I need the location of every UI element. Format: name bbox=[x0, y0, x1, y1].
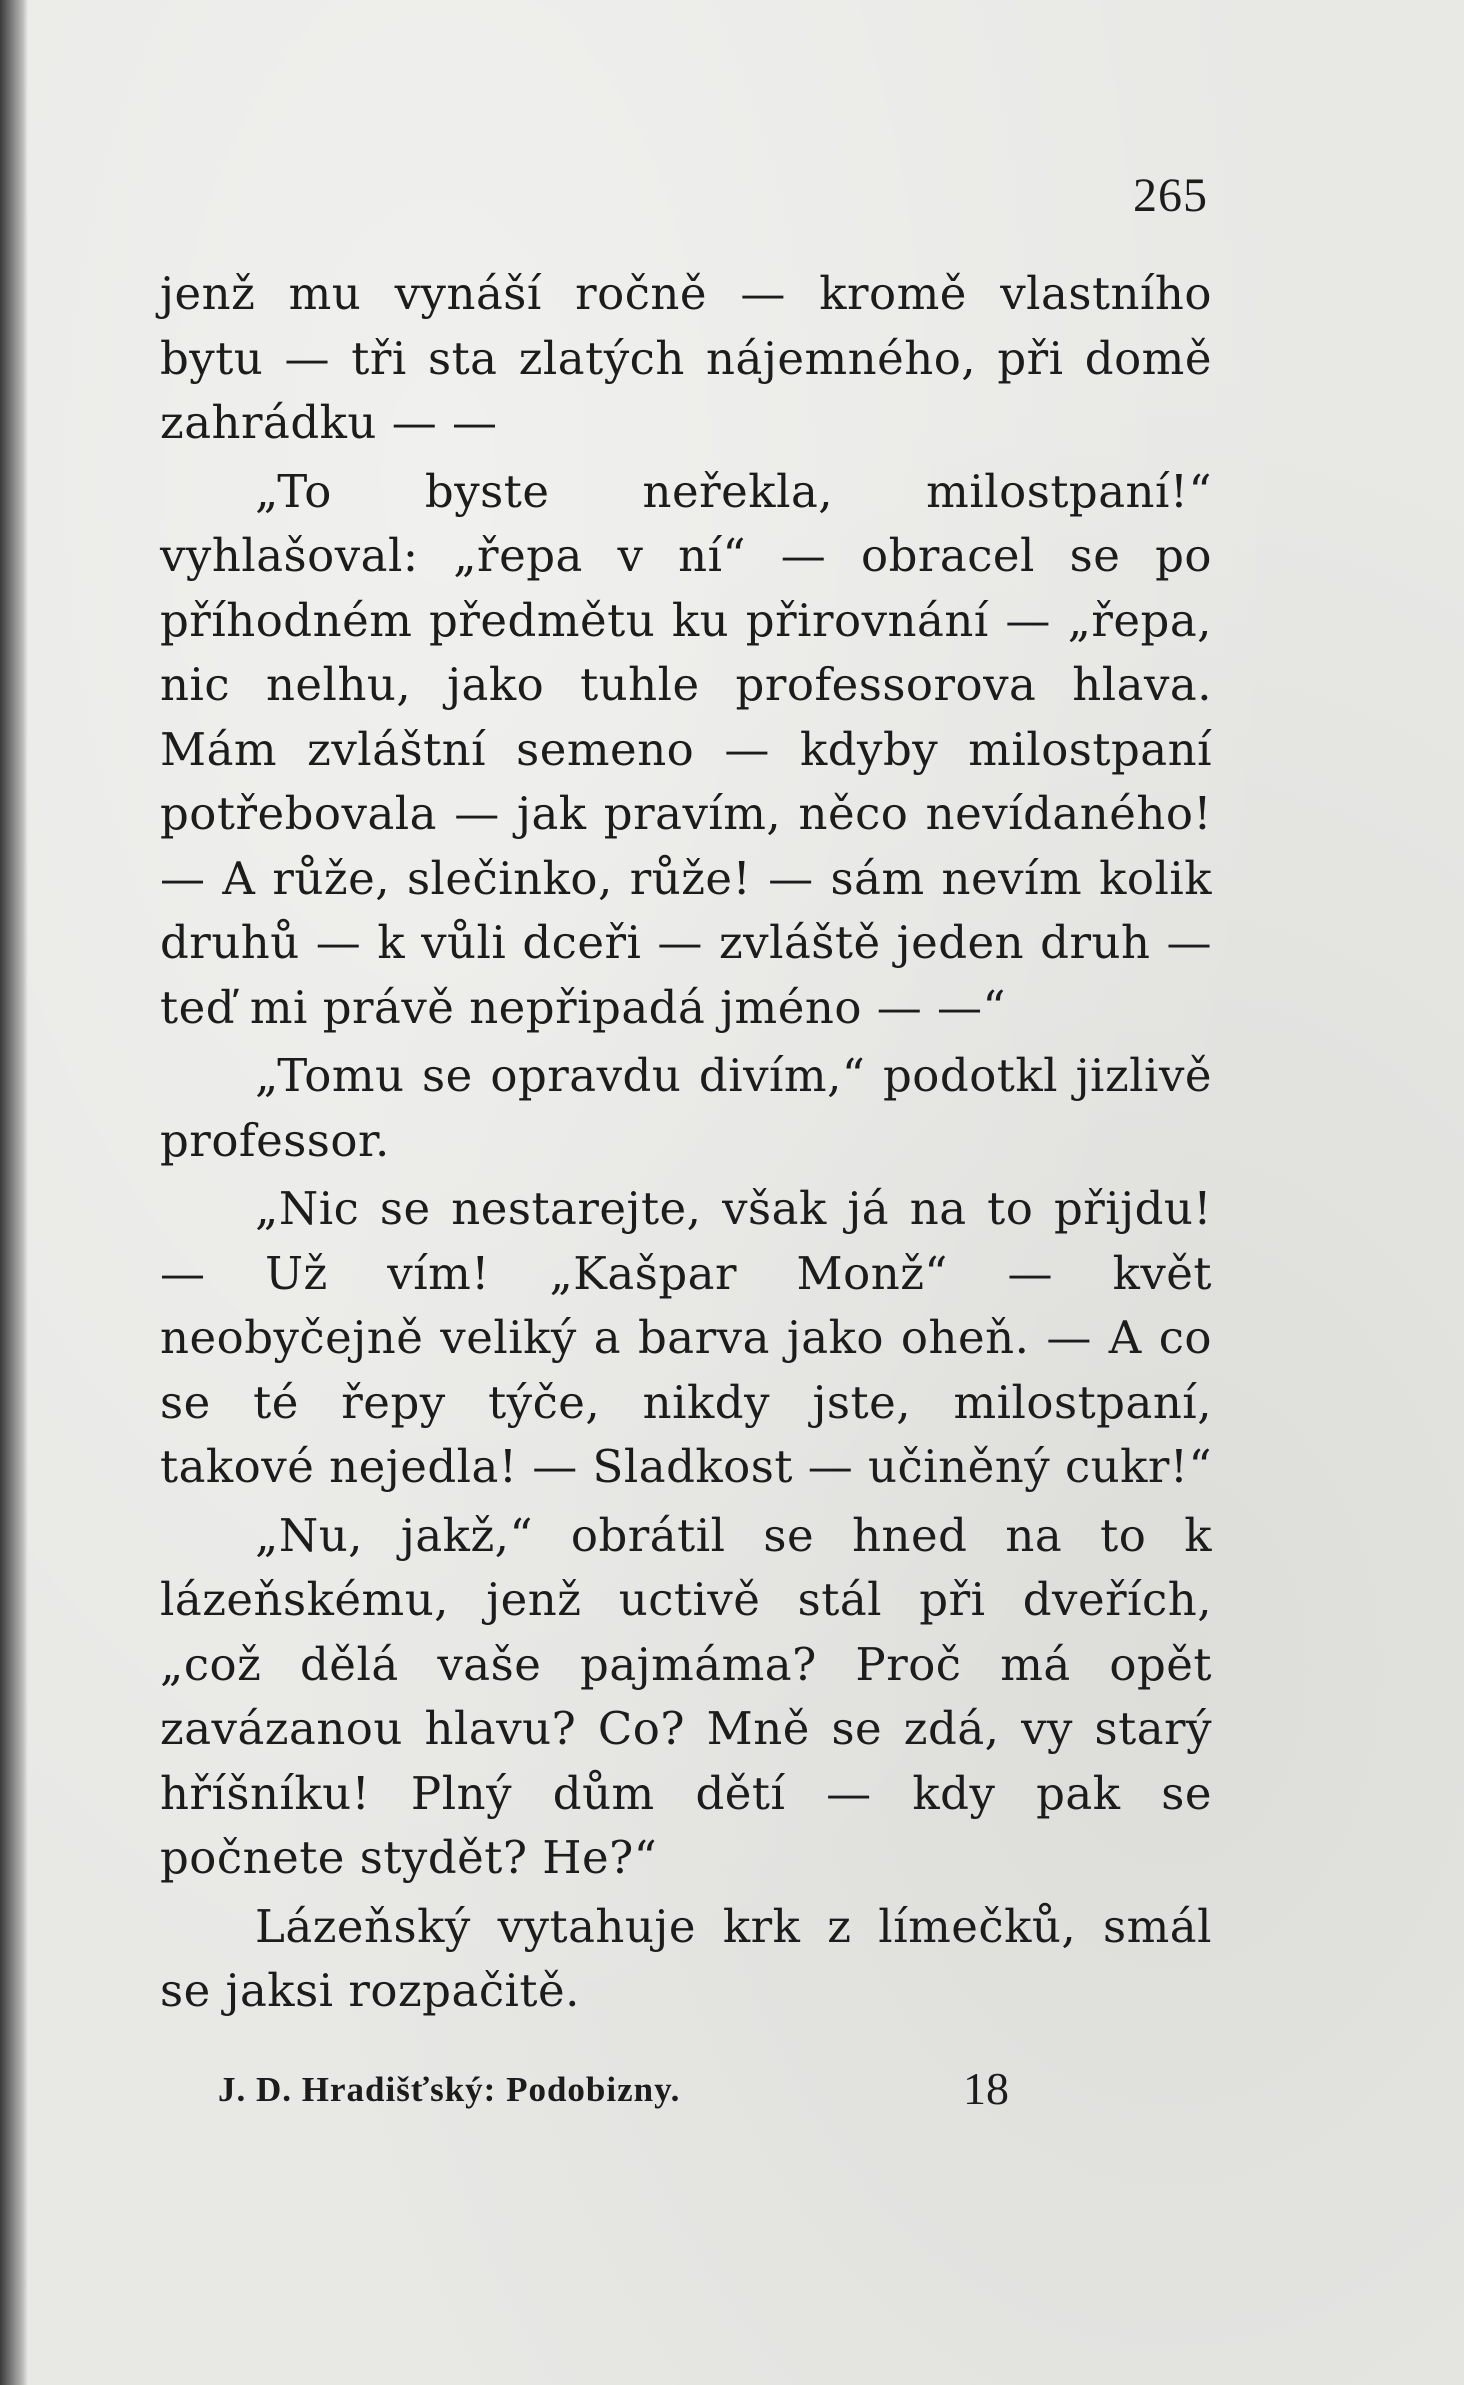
paragraph: Lázeňský vytahuje krk z límečků, smál se jaksi rozpačitě. bbox=[160, 1899, 1212, 2017]
body-text bbox=[160, 262, 1212, 2024]
paragraph: „To byste neřekla, milostpaní!“ vyhlašoval: „řepa v ní“ — obracel se po příhodném předmětu ku přirovnání — „řepa, nic nelhu, jako tuhle professorova hlava. Mám zvláštní semeno — kdyby milostpaní potřebovala — jak pravím, něco nevídaného! — A růže, slečinko, růže! — sám nevím kolik druhů — k vůli dceři — zvláště jeden druh — teď mi právě nepřipadá jméno — —“ bbox=[160, 464, 1212, 1034]
page-number: 265 bbox=[1133, 169, 1208, 222]
paragraph: „Nu, jakž,“ obrátil se hned na to k lázeňskému, jenž uctivě stál při dveřích, „což dělá vaše pajmáma? Proč má opět zavázanou hlavu? Co? Mně se zdá, vy starý hříšníku! Plný dům dětí — kdy pak se počnete stydět? He?“ bbox=[160, 1508, 1212, 1884]
sheet-number: 18 bbox=[963, 2063, 1009, 2114]
paragraph: jenž mu vynáší ročně — kromě vlastního bytu — tři sta zlatých nájemného, při domě zahrádku — — bbox=[160, 267, 1212, 449]
page-footer bbox=[218, 2063, 1038, 2114]
paragraph: „Tomu se opravdu divím,“ podotkl jizlivě professor. bbox=[160, 1049, 1212, 1167]
paragraph: „Nic se nestarejte, však já na to přijdu! — Už vím! „Kašpar Monž“ — květ neobyčejně veliký a barva jako oheň. — A co se té řepy týče, nikdy jste, milostpaní, takové nejedla! — Sladkost — učiněný cukr!“ bbox=[160, 1182, 1212, 1493]
printer-signature: J. D. Hradišťský: Podobizny. bbox=[218, 2070, 681, 2109]
binding-edge bbox=[0, 0, 28, 2385]
